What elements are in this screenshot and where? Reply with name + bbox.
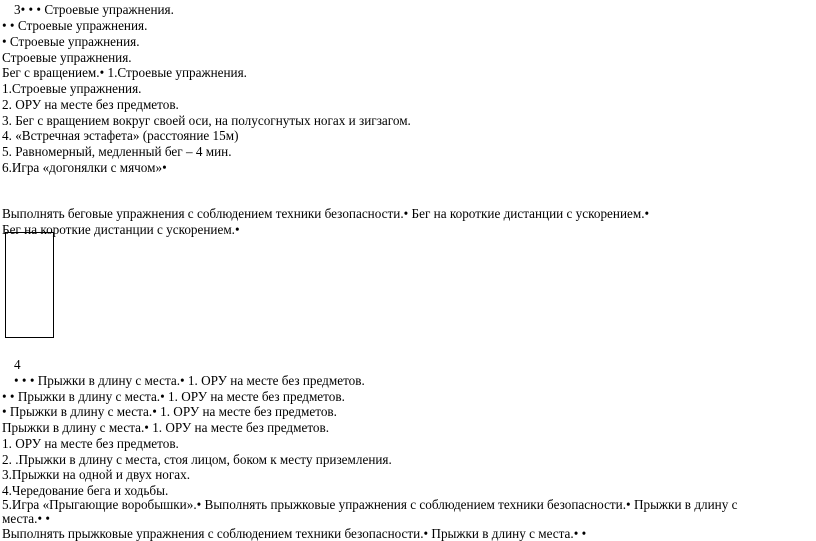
list-item: 4. «Встречная эстафета» (расстояние 15м) (2, 128, 239, 143)
list-item: 3. Бег с вращением вокруг своей оси, на полусогнутых ногах и зигзагом. (2, 113, 411, 128)
heading-line-3: • Прыжки в длину с места.• 1. ОРУ на месте без предметов. (2, 404, 337, 419)
heading-line-5: Бег с вращением.• 1.Строевые упражнения. (2, 65, 247, 80)
heading-line-2: • • Прыжки в длину с места.• 1. ОРУ на месте без предметов. (2, 389, 345, 404)
final-line: Выполнять прыжковые упражнения с соблюдением техники безопасности.• Прыжки в длину с места.• • (2, 526, 587, 541)
heading-line-2: • • Строевые упражнения. (2, 18, 148, 33)
list-item: 6.Игра «догонялки с мячом»• (2, 160, 167, 175)
heading-line-1: • • • Прыжки в длину с места.• 1. ОРУ на месте без предметов. (14, 373, 365, 388)
list-item: 5. Равномерный, медленный бег – 4 мин. (2, 144, 232, 159)
list-item: 2. .Прыжки в длину с места, стоя лицом, боком к месту приземления. (2, 452, 392, 467)
heading-line-4: Строевые упражнения. (2, 50, 132, 65)
list-item: 2. ОРУ на месте без предметов. (2, 97, 179, 112)
slide-number: 4 (14, 357, 21, 372)
list-item-continuation: места.• • (2, 511, 50, 526)
list-item: 1. ОРУ на месте без предметов. (2, 436, 179, 451)
heading-line-1: 3• • • Строевые упражнения. (14, 2, 174, 17)
list-item: 1.Строевые упражнения. (2, 81, 142, 96)
list-item: 4.Чередование бега и ходьбы. (2, 483, 169, 498)
image-frame (5, 232, 54, 338)
heading-line-4: Прыжки в длину с места.• 1. ОРУ на месте без предметов. (2, 420, 330, 435)
list-item: 5.Игра «Прыгающие воробышки».• Выполнять прыжковые упражнения с соблюдением техники безопасности.• Прыжки в длину с (2, 497, 738, 512)
sprint-line: Бег на короткие дистанции с ускорением.• (2, 222, 240, 237)
safety-line: Выполнять беговые упражнения с соблюдением техники безопасности.• Бег на короткие дистанции с ускорением.• (2, 206, 650, 221)
list-item: 3.Прыжки на одной и двух ногах. (2, 467, 191, 482)
heading-line-3: • Строевые упражнения. (2, 34, 140, 49)
